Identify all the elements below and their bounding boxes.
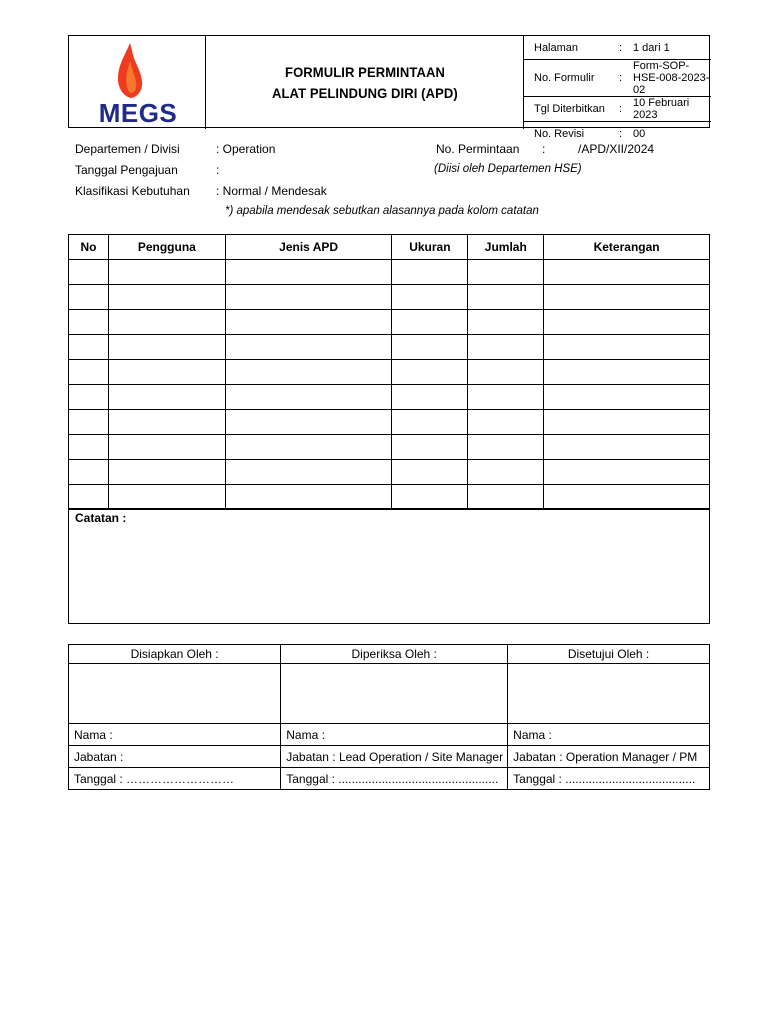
cell-jenis-apd[interactable] [225,285,392,310]
cell-jumlah[interactable] [468,460,544,485]
logo-cell [69,36,206,129]
cell-no[interactable] [69,310,109,335]
cell-pengguna[interactable] [108,460,225,485]
meta-label: Halaman [524,36,619,60]
cell-ukuran[interactable] [392,360,468,385]
notes-box[interactable] [68,508,710,624]
meta-value: 1 dari 1 [633,36,711,60]
cell-keterangan[interactable] [544,360,710,385]
table-row [69,360,710,385]
meta-row [524,36,711,60]
cell-pengguna[interactable] [108,260,225,285]
meta-colon: : [619,36,633,60]
cell-jenis-apd[interactable] [225,260,392,285]
cell-no[interactable] [69,485,109,510]
signature-header-row [69,645,710,664]
urgent-note: *) apabila mendesak sebutkan alasannya pada kolom catatan [225,205,539,217]
document-meta-table [524,36,711,145]
cell-pengguna[interactable] [108,385,225,410]
approved-by-name[interactable]: Nama : [508,724,710,746]
cell-jenis-apd[interactable] [225,435,392,460]
checked-by-position[interactable]: Jabatan : Lead Operation / Site Manager [281,746,508,768]
prepared-by-header: Disiapkan Oleh : [69,645,281,664]
cell-jenis-apd[interactable] [225,460,392,485]
hse-fill-note: (Diisi oleh Departemen HSE) [434,163,582,175]
cell-no[interactable] [69,335,109,360]
request-number-colon: : [542,142,546,156]
submission-date-label: Tanggal Pengajuan [75,163,178,177]
need-classification-value[interactable]: : Normal / Mendesak [216,184,327,198]
checked-by-name[interactable]: Nama : [281,724,508,746]
cell-no[interactable] [69,435,109,460]
approved-by-position[interactable]: Jabatan : Operation Manager / PM [508,746,710,768]
cell-pengguna[interactable] [108,310,225,335]
checked-by-signature[interactable] [281,664,508,724]
cell-ukuran[interactable] [392,460,468,485]
items-body [69,260,710,510]
col-header-pengguna: Pengguna [108,235,225,260]
table-row [69,435,710,460]
cell-ukuran[interactable] [392,335,468,360]
cell-jumlah[interactable] [468,410,544,435]
title-cell [206,36,524,129]
logo-text: MEGS [98,98,178,125]
meta-value: 10 Februari 2023 [633,97,711,122]
cell-jumlah[interactable] [468,485,544,510]
cell-ukuran[interactable] [392,310,468,335]
meta-label: No. Revisi [534,127,585,140]
request-number-label: No. Permintaan [436,142,520,156]
meta-row [524,97,711,122]
cell-keterangan[interactable] [544,335,710,360]
form-title-line2: ALAT PELINDUNG DIRI (APD) [271,84,458,101]
meta-colon: : [619,97,633,122]
cell-pengguna[interactable] [108,285,225,310]
signature-name-row [69,724,710,746]
meta-colon: : [619,127,623,140]
checked-by-date[interactable]: Tanggal : ................................................ [281,768,508,790]
cell-ukuran[interactable] [392,260,468,285]
request-number-value[interactable]: /APD/XII/2024 [578,142,655,156]
cell-no[interactable] [69,385,109,410]
cell-pengguna[interactable] [108,435,225,460]
cell-jenis-apd[interactable] [225,360,392,385]
cell-jenis-apd[interactable] [225,385,392,410]
notes-label: Catatan : [75,511,127,525]
meta-label: Tgl Diterbitkan [524,97,619,122]
need-classification-label: Klasifikasi Kebutuhan [75,184,190,198]
cell-no[interactable] [69,360,109,385]
cell-ukuran[interactable] [392,485,468,510]
approved-by-date[interactable]: Tanggal : ....................................... [508,768,710,790]
prepared-by-date[interactable]: Tanggal : ……………………… [69,768,281,790]
cell-jumlah[interactable] [468,260,544,285]
checked-by-header: Diperiksa Oleh : [281,645,508,664]
col-header-ukuran: Ukuran [392,235,468,260]
table-row [69,485,710,510]
cell-jumlah[interactable] [468,335,544,360]
cell-jumlah[interactable] [468,360,544,385]
prepared-by-signature[interactable] [69,664,281,724]
meta-label: No. Formulir [524,60,619,97]
apd-items-table [68,234,710,510]
cell-keterangan[interactable] [544,410,710,435]
department-label: Departemen / Divisi [75,142,180,156]
cell-keterangan[interactable] [544,485,710,510]
cell-pengguna[interactable] [108,485,225,510]
cell-keterangan[interactable] [544,435,710,460]
signature-position-row [69,746,710,768]
cell-jumlah[interactable] [468,385,544,410]
signature-space-row [69,664,710,724]
cell-ukuran[interactable] [392,410,468,435]
meta-value: 00 [633,127,646,140]
table-row [69,460,710,485]
cell-keterangan[interactable] [544,385,710,410]
col-header-keterangan: Keterangan [544,235,710,260]
cell-keterangan[interactable] [544,460,710,485]
meta-row [524,60,711,97]
cell-jenis-apd[interactable] [225,335,392,360]
cell-no[interactable] [69,410,109,435]
cell-keterangan[interactable] [544,310,710,335]
signature-date-row [69,768,710,790]
cell-jenis-apd[interactable] [225,485,392,510]
cell-no[interactable] [69,460,109,485]
table-row [69,335,710,360]
cell-no[interactable] [69,285,109,310]
submission-date-value[interactable]: : [216,163,220,177]
cell-ukuran[interactable] [392,435,468,460]
cell-pengguna[interactable] [108,335,225,360]
col-header-jumlah: Jumlah [468,235,544,260]
cell-pengguna[interactable] [108,410,225,435]
department-value[interactable]: : Operation [216,142,276,156]
table-row [69,310,710,335]
col-header-jenis-apd: Jenis APD [225,235,392,260]
table-row [69,285,710,310]
approved-by-signature[interactable] [508,664,710,724]
table-row [69,260,710,285]
cell-pengguna[interactable] [108,360,225,385]
cell-ukuran[interactable] [392,285,468,310]
cell-keterangan[interactable] [544,260,710,285]
meta-value: Form-SOP-HSE-008-2023-02 [633,60,710,96]
meta-colon: : [619,60,633,97]
cell-jumlah[interactable] [468,435,544,460]
cell-no[interactable] [69,260,109,285]
col-header-no: No [69,235,109,260]
cell-ukuran[interactable] [392,385,468,410]
prepared-by-position[interactable]: Jabatan : [69,746,281,768]
cell-jumlah[interactable] [468,310,544,335]
table-row [69,385,710,410]
cell-jenis-apd[interactable] [225,410,392,435]
form-title-line1: FORMULIR PERMINTAAN [284,63,445,80]
cell-keterangan[interactable] [544,285,710,310]
table-row [69,410,710,435]
prepared-by-name[interactable]: Nama : [69,724,281,746]
megs-logo [97,41,179,125]
form-header [68,35,710,140]
signature-table [68,644,710,790]
cell-jenis-apd[interactable] [225,310,392,335]
cell-jumlah[interactable] [468,285,544,310]
approved-by-header: Disetujui Oleh : [508,645,710,664]
table-header-row [69,235,710,260]
